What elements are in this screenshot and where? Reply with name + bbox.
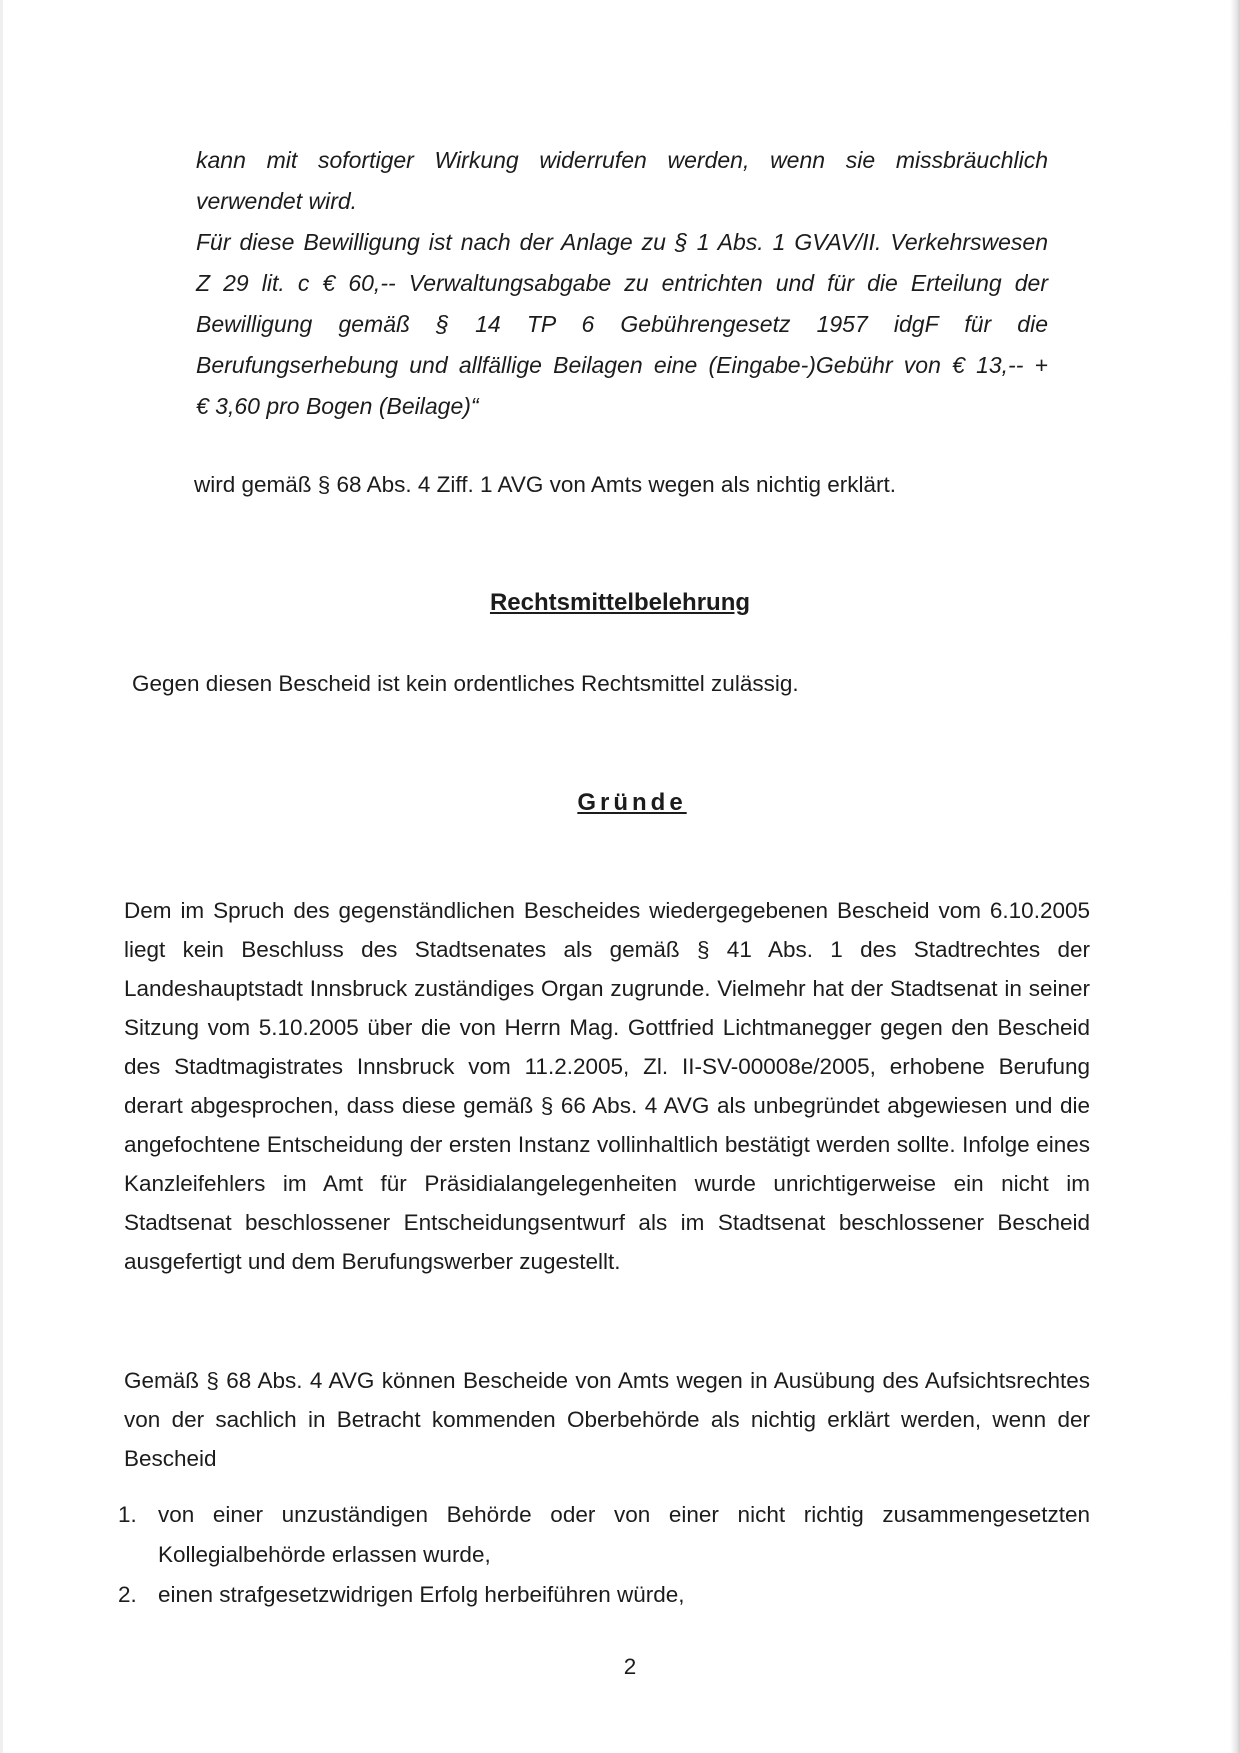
quote-line-5: Bewilligung gemäß § 14 TP 6 Gebührengesetz 1957 idgF für die [196,311,1048,337]
gruende-paragraph-2: Gemäß § 68 Abs. 4 AVG können Bescheide von Amts wegen in Ausübung des Aufsichtsrechtes von der sachlich in Betracht kommenden Oberbehörde als nichtig erklärt werden, wenn der Bescheid [124,1367,1090,1471]
nullity-conditions-list [118,1495,1090,1615]
list-item-text: einen strafgesetzwidrigen Erfolg herbeiführen würde, [158,1582,685,1607]
nullity-statement: wird gemäß § 68 Abs. 4 Ziff. 1 AVG von Amts wegen als nichtig erklärt. [194,472,896,497]
scan-edge-left [0,0,3,1753]
page-number: 2 [623,1654,637,1679]
quoted-decision-text [196,140,1048,427]
quote-line-4: Z 29 lit. c € 60,-- Verwaltungsabgabe zu entrichten und für die Erteilung der [196,270,1048,296]
quote-line-2: verwendet wird. [196,188,358,214]
quote-line-7: € 3,60 pro Bogen (Beilage)“ [196,393,479,419]
quote-line-1: kann mit sofortiger Wirkung widerrufen werden, wenn sie missbräuchlich [196,147,1048,173]
heading-rechtsmittelbelehrung: Rechtsmittelbelehrung [489,589,751,616]
list-item-number: 1. [118,1502,137,1527]
quote-line-6: Berufungserhebung und allfällige Beilagen eine (Eingabe-)Gebühr von € 13,-- + [196,352,1048,378]
rechtsmittel-text: Gegen diesen Bescheid ist kein ordentliches Rechtsmittel zulässig. [132,671,799,696]
scan-edge-right [1230,0,1240,1753]
list-item [118,1495,1090,1575]
list-item-text: von einer unzuständigen Behörde oder von einer nicht richtig zusammengesetzten Kollegialbehörde erlassen wurde, [158,1502,1090,1567]
quote-line-3: Für diese Bewilligung ist nach der Anlage zu § 1 Abs. 1 GVAV/II. Verkehrswesen [196,229,1048,255]
list-item [118,1575,1090,1615]
gruende-paragraph-1: Dem im Spruch des gegenständlichen Bescheides wiedergegebenen Bescheid vom 6.10.2005 liegt kein Beschluss des Stadtsenates als gemäß § 41 Abs. 1 des Stadtrechtes der Landeshauptstadt Innsbruck zuständiges Organ zugrunde. Vielmehr hat der Stadtsenat in seiner Sitzung vom 5.10.2005 über die von Herrn Mag. Gottfried Lichtmanegger gegen den Bescheid des Stadtmagistrates Innsbruck vom 11.2.2005, Zl. II-SV-00008e/2005, erhobene Berufung derart abgesprochen, dass diese gemäß § 66 Abs. 4 AVG als unbegründet abgewiesen und die angefochtene Entscheidung der ersten Instanz vollinhaltlich bestätigt werden sollte. Infolge eines Kanzleifehlers im Amt für Präsidialangelegenheiten wurde unrichtigerweise ein nicht im Stadtsenat beschlossener Entscheidungsentwurf als im Stadtsenat beschlossener Bescheid ausgefertigt und dem Berufungswerber zugestellt. [124,897,1090,1274]
list-item-number: 2. [118,1582,137,1607]
heading-gruende: Gründe [577,789,687,816]
